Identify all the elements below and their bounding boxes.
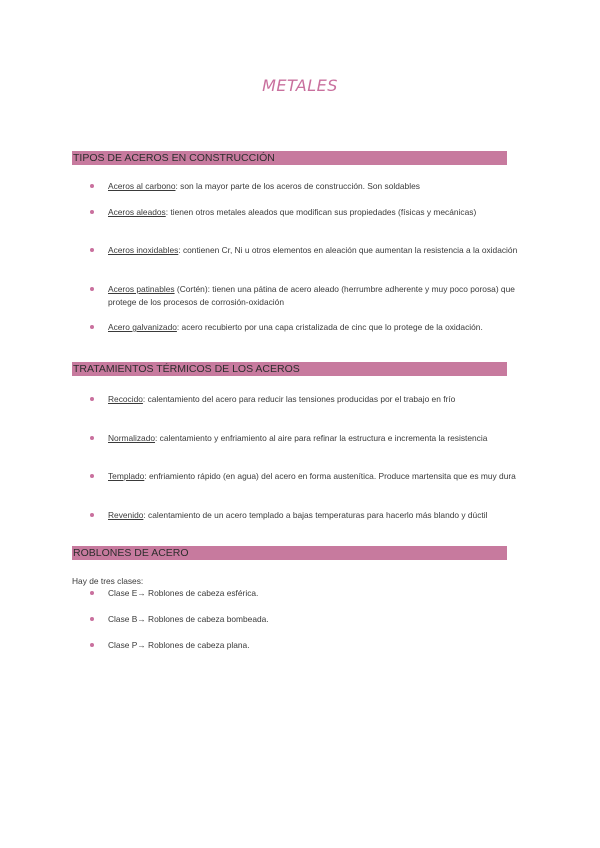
list-item-term: Aceros aleados: [108, 207, 166, 217]
list-item-text: Clase B→ Roblones de cabeza bombeada.: [108, 614, 269, 624]
list-item-text: (Cortén): tienen una pátina de acero aleado (herrumbre adherente y muy poco porosa) que protege de los procesos de corrosión-oxidación: [108, 284, 515, 307]
list-item-term: Aceros inoxidables: [108, 245, 179, 255]
section-header-tratamientos: TRATAMIENTOS TÉRMICOS DE LOS ACEROS: [72, 362, 507, 376]
list-item-text: : enfriamiento rápido (en agua) del acero en forma austenítica. Produce martensita que es muy dura: [144, 471, 516, 481]
section-header-roblones: ROBLONES DE ACERO: [72, 546, 507, 560]
list-item-text: : calentamiento y enfriamiento al aire para refinar la estructura e incrementa la resistencia: [155, 433, 488, 443]
section-intro: Hay de tres clases:: [72, 576, 144, 586]
page-title: METALES: [262, 76, 338, 95]
list-item: [108, 206, 528, 219]
list-item: [108, 180, 528, 193]
bullet-icon: [90, 617, 94, 621]
bullet-icon: [90, 184, 94, 188]
list-item-term: Revenido: [108, 510, 144, 520]
bullet-icon: [90, 591, 94, 595]
list-item-text: : calentamiento de un acero templado a bajas temperaturas para hacerlo más blando y dúctil: [143, 510, 488, 520]
list-item-term: Templado: [108, 471, 145, 481]
list-item: [108, 321, 528, 334]
bullet-icon: [90, 248, 94, 252]
list-item-term: Normalizado: [108, 433, 156, 443]
list-item: [108, 283, 528, 309]
list-item-term: Aceros patinables: [108, 284, 175, 294]
list-item: [108, 393, 528, 406]
list-item-text: Clase P→ Roblones de cabeza plana.: [108, 640, 250, 650]
list-item-term: Recocido: [108, 394, 143, 404]
list-item-term: Aceros al carbono: [108, 181, 176, 191]
list-item: [108, 432, 528, 445]
bullet-icon: [90, 287, 94, 291]
list-item-text: : tienen otros metales aleados que modifican sus propiedades (físicas y mecánicas): [165, 207, 477, 217]
bullet-icon: [90, 436, 94, 440]
list-item-text: : son la mayor parte de los aceros de construcción. Son soldables: [175, 181, 420, 191]
list-item-text: : calentamiento del acero para reducir las tensiones producidas por el trabajo en frío: [142, 394, 456, 404]
list-item-text: : contienen Cr, Ni u otros elementos en aleación que aumentan la resistencia a la oxidación: [178, 245, 518, 255]
list-item: [108, 470, 528, 483]
section-header-tipos-aceros: TIPOS DE ACEROS EN CONSTRUCCIÓN: [72, 151, 507, 165]
list-item: [108, 244, 528, 257]
bullet-icon: [90, 397, 94, 401]
list-item-text: : acero recubierto por una capa cristalizada de cinc que lo protege de la oxidación.: [176, 322, 483, 332]
list-item: [108, 509, 528, 522]
list-item-text: Clase E→ Roblones de cabeza esférica.: [108, 588, 259, 598]
list-item: [108, 639, 528, 652]
bullet-icon: [90, 325, 94, 329]
bullet-icon: [90, 210, 94, 214]
bullet-icon: [90, 643, 94, 647]
list-item-term: Acero galvanizado: [108, 322, 177, 332]
list-item: [108, 613, 528, 626]
list-item: [108, 587, 528, 600]
bullet-icon: [90, 474, 94, 478]
bullet-icon: [90, 513, 94, 517]
